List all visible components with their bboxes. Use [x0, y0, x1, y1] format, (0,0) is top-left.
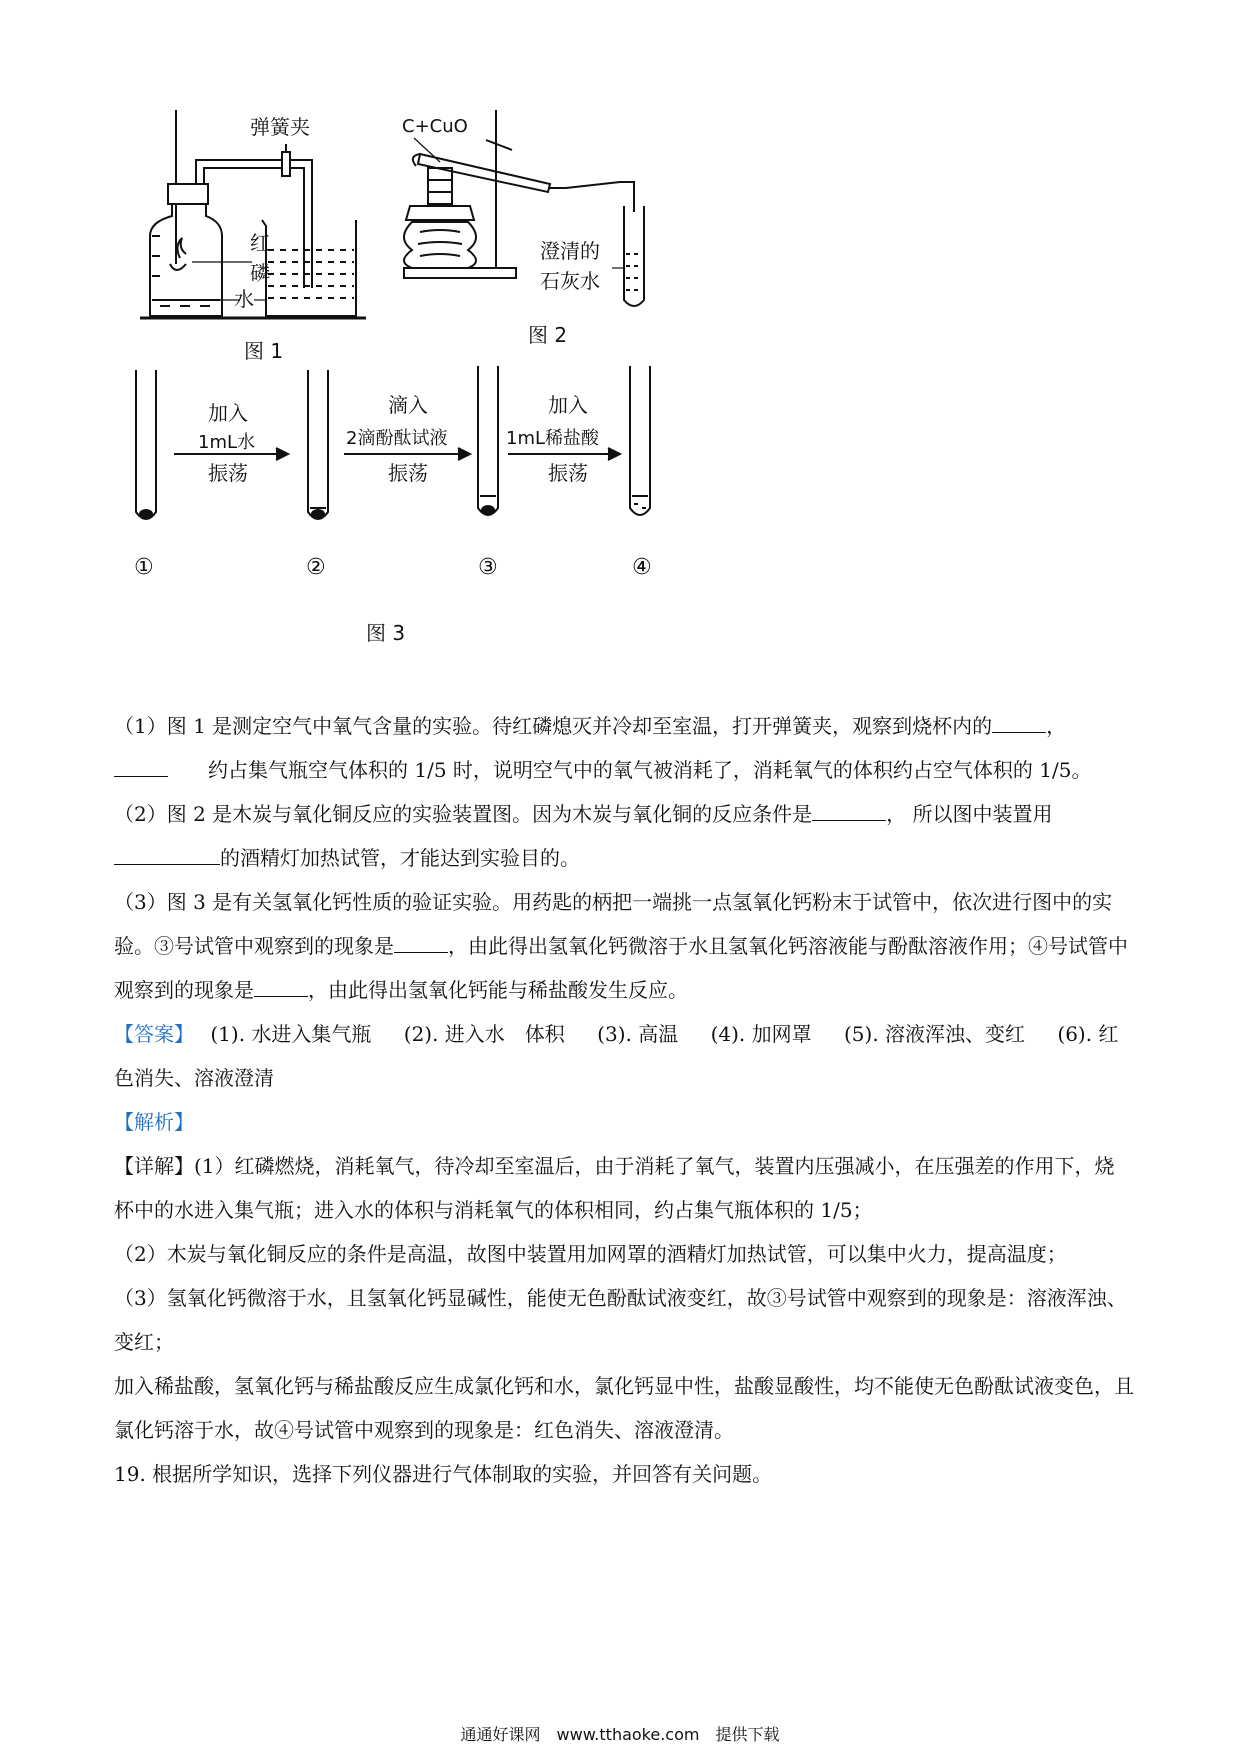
analysis-detail-4 [114, 1364, 1134, 1452]
q3-blank-1 [394, 932, 448, 953]
page-footer: 通通好课网 www.tthaoke.com 提供下载 [460, 1725, 780, 1744]
q2-text-c: 的酒精灯加热试管，才能达到实验目的。 [220, 846, 580, 870]
fig2-limewater-label-2: 石灰水 [540, 269, 600, 293]
question-19-text: 19. 根据所学知识，选择下列仪器进行气体制取的实验，并回答有关问题。 [114, 1462, 773, 1486]
fig1-caption: 图 1 [244, 339, 284, 363]
q2-blank-2 [114, 844, 220, 865]
fig2-reactants-label: C+CuO [402, 116, 468, 137]
fig1-water-label: 水 [234, 287, 254, 311]
analysis-detail-1 [114, 1144, 1134, 1232]
fig3-step2-line2: 2滴酚酞试液 [346, 428, 448, 449]
fig3-step1-line2: 1mL水 [198, 432, 256, 453]
fig3-tube-number-4: ④ [632, 555, 652, 580]
fig3-step1-line3: 振荡 [208, 461, 248, 485]
fig1-phosphorus-label-2: 磷 [250, 261, 270, 285]
analysis-tag-line [114, 1100, 1134, 1144]
analysis-p2: （2）木炭与氧化铜反应的条件是高温，故图中装置用加网罩的酒精灯加热试管，可以集中火力，提高温度； [114, 1242, 1067, 1266]
answer-item-3: (3). 高温 [597, 1022, 679, 1046]
analysis-tag: 【解析】 [114, 1110, 194, 1134]
answer-item-1: (1). 水进入集气瓶 [210, 1022, 372, 1046]
answer-item-4: (4). 加网罩 [710, 1022, 812, 1046]
fig2-caption: 图 2 [528, 323, 568, 347]
q1-text-b: ， [1046, 714, 1067, 738]
fig3-step3-line3: 振荡 [548, 461, 588, 485]
question-1 [114, 704, 1134, 792]
analysis-p3: （3）氢氧化钙微溶于水，且氢氧化钙显碱性，能使无色酚酞试液变红，故③号试管中观察到的现象是：溶液浑浊、变红； [114, 1286, 1127, 1354]
analysis-p4: 加入稀盐酸，氢氧化钙与稀盐酸反应生成氯化钙和水，氯化钙显中性，盐酸显酸性，均不能使无色酚酞试液变色，且氯化钙溶于水，故④号试管中观察到的现象是：红色消失、溶液澄清。 [114, 1374, 1134, 1442]
answer-item-5: (5). 溶液浑浊、变红 [843, 1022, 1026, 1046]
answer-item-6: (6). 红色消失、溶液澄清 [114, 1022, 1119, 1090]
fig2-limewater-label-1: 澄清的 [540, 239, 600, 263]
fig3-step1-line1: 加入 [208, 401, 248, 425]
q1-blank-2 [114, 756, 168, 777]
q3-text-a: （3）图 3 是有关氢氧化钙性质的验证实验。用药匙的柄把一端挑一点氢氧化钙粉末于试管中，依次进行图中的实验。③号试管中观察到的现象是 [114, 890, 1113, 958]
q3-blank-2 [254, 976, 308, 997]
fig1-phosphorus-label-1: 红 [250, 231, 270, 255]
q1-blank-1 [992, 712, 1046, 733]
fig3-tube-number-3: ③ [478, 555, 498, 580]
fig3-tube-number-1: ① [134, 555, 154, 580]
q2-blank-1 [812, 800, 886, 821]
fig3-step2-line1: 滴入 [388, 393, 428, 417]
experiment-figures [0, 0, 1240, 660]
answer-tag: 【答案】 [114, 1022, 184, 1046]
fig3-tube-number-2: ② [306, 555, 326, 580]
answer-block [114, 1012, 1134, 1100]
fig1-clamp-label: 弹簧夹 [250, 115, 310, 139]
analysis-detail-2 [114, 1232, 1134, 1276]
fig3-caption: 图 3 [366, 621, 406, 645]
question-3 [114, 880, 1134, 1012]
q3-text-c: ，由此得出氢氧化钙能与稀盐酸发生反应。 [308, 978, 688, 1002]
q1-text-c: 约占集气瓶空气体积的 1/5 时，说明空气中的氧气被消耗了，消耗氧气的体积约占空气体积的 1/5。 [208, 758, 1092, 782]
answer-item-2: (2). 进入水 体积 [403, 1022, 565, 1046]
q3-text-b: ，由此得出氢氧化钙微溶于水且氢氧化钙溶液能与酚酞溶液作用；④号试管中观察到的现象是 [114, 934, 1128, 1002]
q1-text-a: （1）图 1 是测定空气中氧气含量的实验。待红磷熄灭并冷却至室温，打开弹簧夹，观察到烧杯内的 [114, 714, 993, 738]
question-19 [114, 1452, 1134, 1496]
fig3-step3-line2: 1mL稀盐酸 [506, 428, 600, 449]
fig3-step2-line3: 振荡 [388, 461, 428, 485]
q2-text-a: （2）图 2 是木炭与氧化铜反应的实验装置图。因为木炭与氧化铜的反应条件是 [114, 802, 813, 826]
fig3-step3-line1: 加入 [548, 393, 588, 417]
detail-tag: 【详解】 [114, 1154, 194, 1178]
question-2 [114, 792, 1134, 880]
analysis-p1: (1）红磷燃烧，消耗氧气，待冷却至室温后，由于消耗了氧气，装置内压强减小，在压强差的作用下，烧杯中的水进入集气瓶；进入水的体积与消耗氧气的体积相同，约占集气瓶体积的 1/5； [114, 1154, 1115, 1222]
analysis-detail-3 [114, 1276, 1134, 1364]
q2-text-b: ， 所以图中装置用 [886, 802, 1053, 826]
figure-2-apparatus [404, 110, 644, 306]
